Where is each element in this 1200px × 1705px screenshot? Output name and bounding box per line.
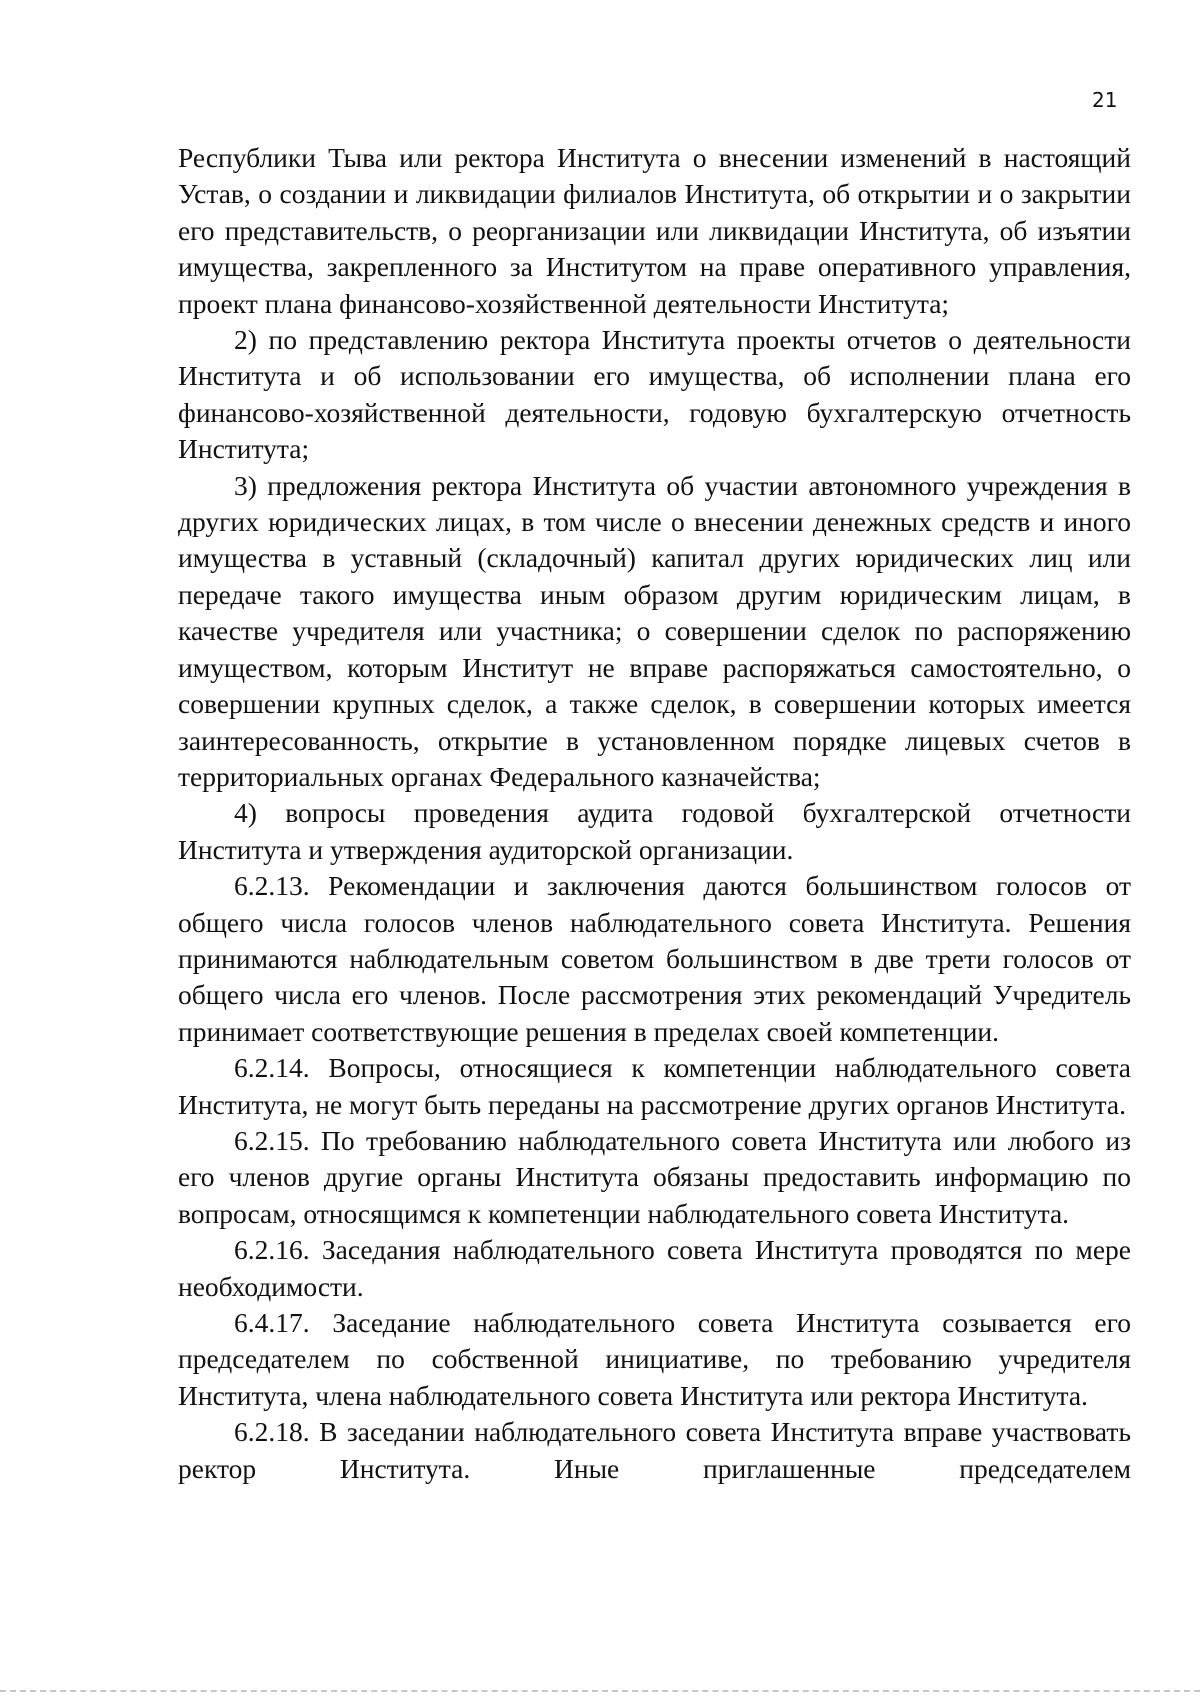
paragraph-6-4-17: 6.4.17. Заседание наблюдательного совета Института созывается его председателем по собственной инициативе, по требованию учредителя Института, члена наблюдательного совета Института или ректора Института.	[178, 1307, 1131, 1411]
document-body	[178, 140, 1131, 1487]
paragraph-6-2-15: 6.2.15. По требованию наблюдательного совета Института или любого из его членов другие органы Института обязаны предоставить информацию по вопросам, относящимся к компетенции наблюдательного совета Института.	[178, 1124, 1131, 1229]
paragraph-item-3: 3) предложения ректора Института об участии автономного учреждения в других юридических лицах, в том числе о внесении денежных средств и иного имущества в уставный (складочный) капитал других юридических лиц или передаче такого имущества иным образом другим юридическим лицам, в качестве учредителя или участника; о совершении сделок по распоряжению имуществом, которым Институт не вправе распоряжаться самостоятельно, о совершении крупных сделок, а также сделок, в совершении которых имеется заинтересованность, открытие в установленном порядке лицевых счетов в территориальных органах Федерального казначейства;	[178, 469, 1131, 792]
paragraph-continuation: Республики Тыва или ректора Института о внесении изменений в настоящий Устав, о создании и ликвидации филиалов Института, об открытии и о закрытии его представительств, о реорганизации или ликвидации Института, об изъятии имущества, закрепленного за Институтом на праве оперативного управления, проект плана финансово-хозяйственной деятельности Института;	[178, 142, 1131, 319]
paragraph-6-2-14: 6.2.14. Вопросы, относящиеся к компетенции наблюдательного совета Института, не могут быть переданы на рассмотрение других органов Института.	[178, 1052, 1131, 1120]
paragraph-item-2: 2) по представлению ректора Института проекты отчетов о деятельности Института и об использовании его имущества, об исполнении плана его финансово-хозяйственной деятельности, годовую бухгалтерскую отчетность Института;	[178, 324, 1131, 465]
paragraph-6-2-16: 6.2.16. Заседания наблюдательного совета Института проводятся по мере необходимости.	[178, 1234, 1131, 1302]
scan-bottom-edge	[0, 1690, 1200, 1694]
page-number: 21	[1092, 88, 1118, 112]
paragraph-item-4: 4) вопросы проведения аудита годовой бухгалтерской отчетности Института и утверждения аудиторской организации.	[178, 797, 1131, 865]
paragraph-6-2-13: 6.2.13. Рекомендации и заключения даются большинством голосов от общего числа голосов членов наблюдательного совета Института. Решения принимаются наблюдательным советом большинством в две трети голосов от общего числа его членов. После рассмотрения этих рекомендаций Учредитель принимает соответствующие решения в пределах своей компетенции.	[178, 870, 1131, 1047]
paragraph-6-2-18: 6.2.18. В заседании наблюдательного совета Института вправе участвовать ректор Института. Иные приглашенные председателем	[178, 1416, 1131, 1484]
